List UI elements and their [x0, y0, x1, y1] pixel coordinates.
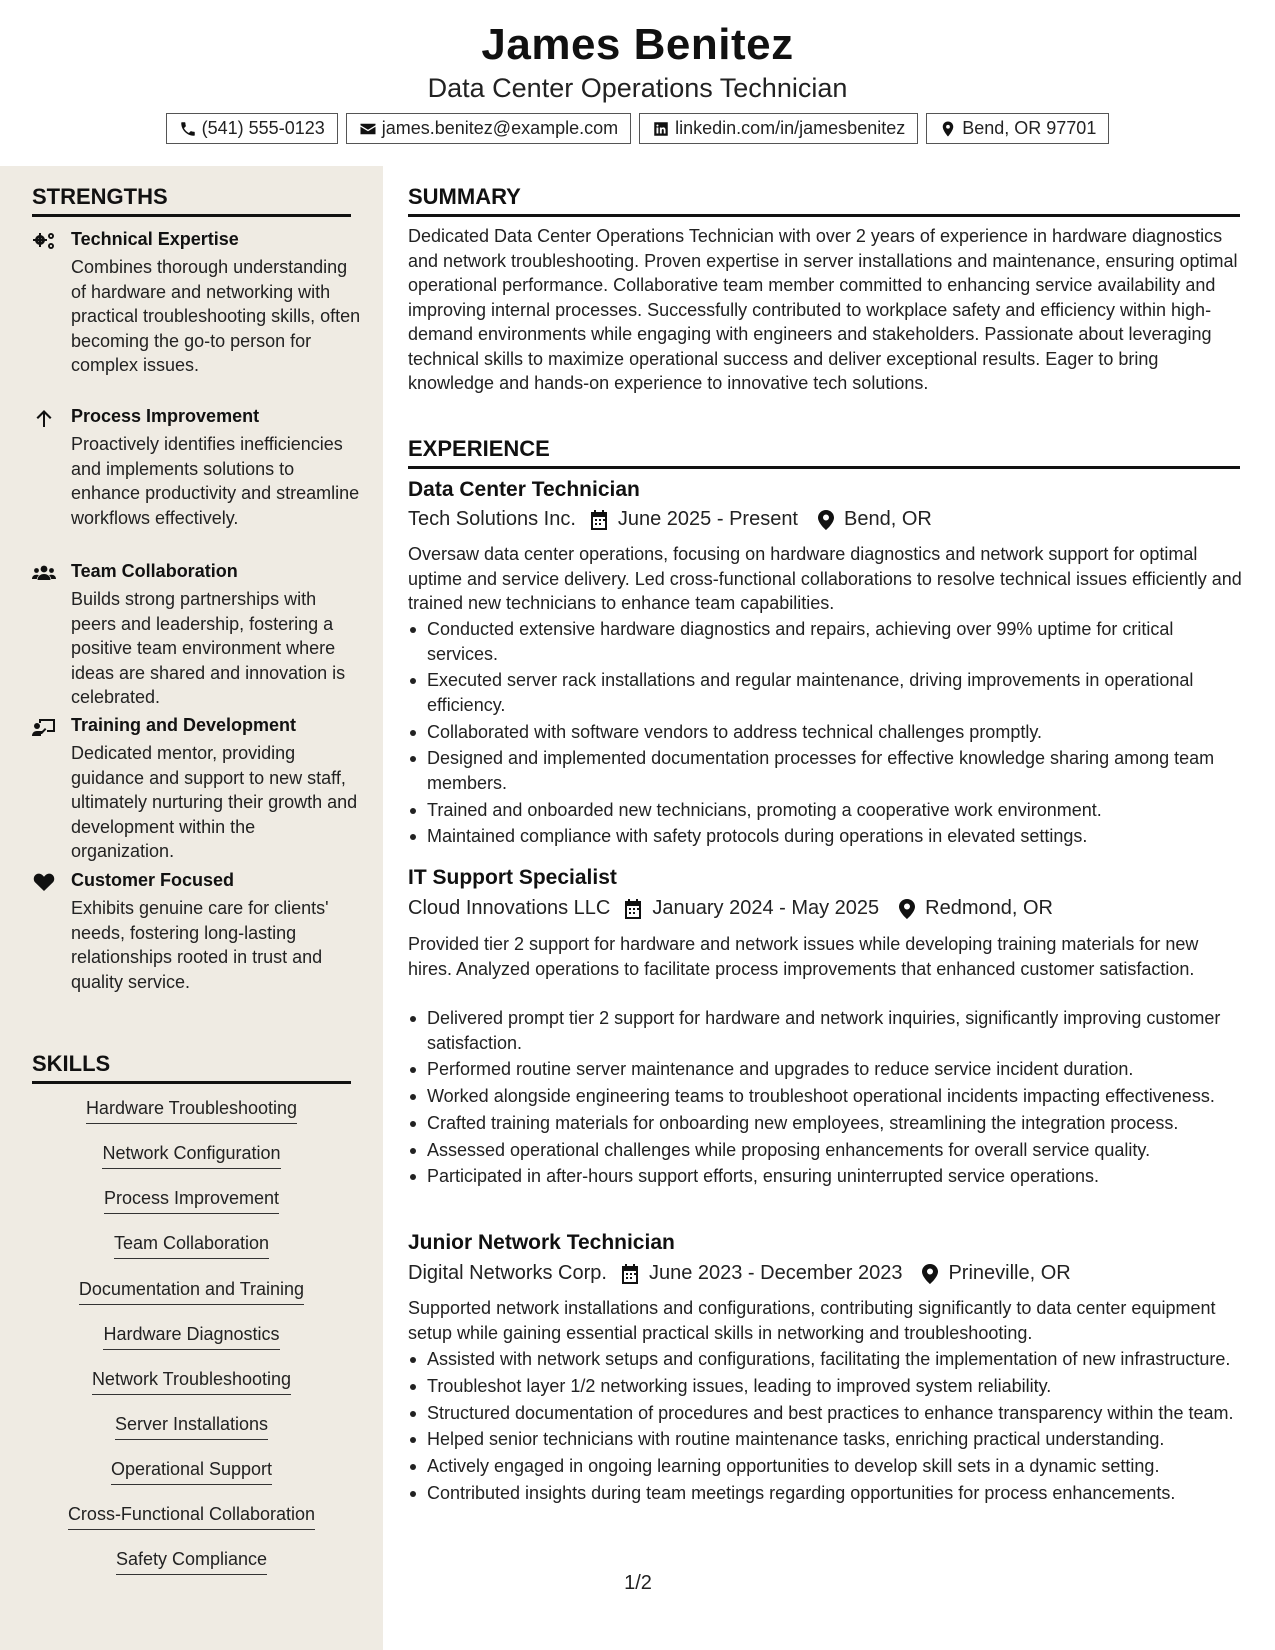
- skill-tag: Documentation and Training: [32, 1279, 351, 1305]
- list-item: Executed server rack installations and regular maintenance, driving improvements in operational efficiency.: [408, 668, 1243, 717]
- strength-title: Customer Focused: [71, 870, 235, 890]
- phone-text: (541) 555-0123: [201, 118, 325, 138]
- strength-title: Process Improvement: [71, 406, 260, 426]
- gears-icon: [32, 231, 56, 251]
- strength-text: Combines thorough understanding of hardware and networking with practical troubleshooting skills, often becoming the go-to person for complex issues.: [71, 257, 361, 375]
- contact-location: [926, 113, 1109, 144]
- job-location: Prineville, OR: [948, 1262, 1071, 1284]
- strength-title: Technical Expertise: [71, 229, 239, 249]
- strength-text: Dedicated mentor, providing guidance and support to new staff, ultimately nurturing their growth and development within the organization.: [71, 743, 358, 861]
- map-pin-icon: [922, 1264, 938, 1284]
- users-icon: [32, 563, 56, 583]
- job-title: IT Support Specialist: [408, 866, 617, 889]
- map-pin-icon: [818, 510, 834, 530]
- job-meta: [408, 508, 932, 531]
- heart-icon: [32, 872, 56, 892]
- job-company: Digital Networks Corp.: [408, 1262, 607, 1284]
- summary-text: Dedicated Data Center Operations Technician with over 2 years of experience in hardware diagnostics and network troubleshooting. Proven expertise in server installations and maintenance, ensuring optimal operational performance. Collaborative team member committed to enhancing service availability and improving internal processes. Successfully contributed to workplace safety and efficiency within high-demand environments while engaging with engineers and stakeholders. Passionate about leveraging technical skills to maximize operational success and deliver exceptional results. Eager to bring knowledge and hands-on experience to innovative tech solutions.: [408, 226, 1238, 393]
- job-bullets: [408, 1347, 1243, 1508]
- job-meta: [408, 897, 1053, 920]
- list-item: Trained and onboarded new technicians, promoting a cooperative work environment.: [408, 798, 1243, 823]
- strength-text: Builds strong partnerships with peers and leadership, fostering a positive team environment where ideas are shared and innovation is celebrated.: [71, 589, 346, 707]
- contact-phone[interactable]: [166, 113, 338, 144]
- job-location: Bend, OR: [844, 508, 932, 530]
- job-bullets: [408, 1006, 1243, 1191]
- summary-divider: [408, 214, 1240, 217]
- list-item: Assisted with network setups and configurations, facilitating the implementation of new infrastructure.: [408, 1347, 1243, 1372]
- list-item: Crafted training materials for onboarding new employees, streamlining the integration process.: [408, 1111, 1243, 1136]
- list-item: Assessed operational challenges while proposing enhancements for overall service quality.: [408, 1138, 1243, 1163]
- list-item: Troubleshot layer 1/2 networking issues, leading to improved system reliability.: [408, 1374, 1243, 1399]
- job-location: Redmond, OR: [925, 897, 1054, 919]
- job-description: Provided tier 2 support for hardware and network issues while developing training materials for new hires. Analyzed operations to facilitate process improvements that enhanced customer satisfaction.: [408, 934, 1199, 979]
- list-item: Conducted extensive hardware diagnostics and repairs, achieving over 99% uptime for critical services.: [408, 617, 1243, 666]
- skill-tag: Cross-Functional Collaboration: [32, 1504, 351, 1530]
- job-meta: [408, 1262, 1071, 1285]
- experience-heading: EXPERIENCE: [408, 436, 550, 461]
- skill-tag: Network Troubleshooting: [32, 1369, 351, 1395]
- page-number: 1/2: [624, 1572, 652, 1594]
- strength-text: Proactively identifies inefficiencies and implements solutions to enhance productivity and streamline workflows effectively.: [71, 434, 360, 528]
- calendar-icon: [621, 1264, 639, 1284]
- list-item: Structured documentation of procedures and best practices to enhance transparency within the team.: [408, 1401, 1243, 1426]
- list-item: Participated in after-hours support efforts, ensuring uninterrupted service operations.: [408, 1164, 1243, 1189]
- skill-tag: Operational Support: [32, 1459, 351, 1485]
- job-title: Data Center Technician: [408, 478, 640, 501]
- skill-tag: Hardware Diagnostics: [32, 1324, 351, 1350]
- list-item: Collaborated with software vendors to address technical challenges promptly.: [408, 720, 1243, 745]
- candidate-name: James Benitez: [481, 20, 794, 69]
- strength-text: Exhibits genuine care for clients' needs, fostering long-lasting relationships rooted in trust and quality service.: [71, 898, 329, 992]
- calendar-icon: [624, 899, 642, 919]
- skill-tag: Team Collaboration: [32, 1233, 351, 1259]
- skill-tag: Safety Compliance: [32, 1549, 351, 1575]
- list-item: Designed and implemented documentation processes for effective knowledge sharing among team members.: [408, 746, 1243, 795]
- skill-tag: Process Improvement: [32, 1188, 351, 1214]
- job-description: Oversaw data center operations, focusing on hardware diagnostics and network support for optimal uptime and service delivery. Led cross-functional collaborations to resolve technical issues efficiently and trained new technicians to enhance team capabilities.: [408, 544, 1242, 613]
- calendar-icon: [590, 510, 608, 530]
- strength-title: Training and Development: [71, 715, 297, 735]
- skills-heading: SKILLS: [32, 1051, 111, 1076]
- list-item: Worked alongside engineering teams to troubleshoot operational incidents impacting effectiveness.: [408, 1084, 1243, 1109]
- linkedin-icon: [652, 120, 670, 138]
- experience-divider: [408, 466, 1240, 469]
- linkedin-text: linkedin.com/in/jamesbenitez: [675, 118, 906, 138]
- skills-divider: [32, 1081, 351, 1084]
- list-item: Performed routine server maintenance and upgrades to reduce service incident duration.: [408, 1057, 1243, 1082]
- list-item: Helped senior technicians with routine maintenance tasks, enriching practical understanding.: [408, 1427, 1243, 1452]
- email-text: james.benitez@example.com: [381, 118, 619, 138]
- skill-tag: Server Installations: [32, 1414, 351, 1440]
- summary-heading: SUMMARY: [408, 184, 521, 209]
- resume-header: [0, 0, 1275, 166]
- location-text: Bend, OR 97701: [962, 118, 1097, 138]
- job-bullets: [408, 617, 1243, 851]
- job-title: Junior Network Technician: [408, 1231, 675, 1254]
- job-dates: June 2023 - December 2023: [648, 1262, 903, 1284]
- map-pin-icon: [899, 899, 915, 919]
- list-item: Maintained compliance with safety protocols during operations in elevated settings.: [408, 824, 1243, 849]
- chalkboard-teacher-icon: [32, 717, 56, 737]
- envelope-icon: [359, 120, 377, 138]
- contact-bar: [0, 113, 1275, 144]
- skill-tag: Hardware Troubleshooting: [32, 1098, 351, 1124]
- job-dates: January 2024 - May 2025: [652, 897, 880, 919]
- strengths-heading: STRENGTHS: [32, 184, 168, 209]
- contact-email[interactable]: [346, 113, 631, 144]
- job-company: Cloud Innovations LLC: [408, 897, 611, 919]
- strength-title: Team Collaboration: [71, 561, 238, 581]
- list-item: Actively engaged in ongoing learning opportunities to develop skill sets in a dynamic setting.: [408, 1454, 1243, 1479]
- list-item: Contributed insights during team meetings regarding opportunities for process enhancements.: [408, 1481, 1243, 1506]
- job-dates: June 2025 - Present: [617, 508, 798, 530]
- job-company: Tech Solutions Inc.: [408, 508, 576, 530]
- contact-linkedin[interactable]: [639, 113, 918, 144]
- phone-icon: [179, 120, 197, 138]
- arrow-up-icon: [32, 408, 56, 428]
- candidate-title: Data Center Operations Technician: [427, 73, 848, 103]
- strengths-divider: [32, 214, 351, 217]
- list-item: Delivered prompt tier 2 support for hardware and network inquiries, significantly improving customer satisfaction.: [408, 1006, 1243, 1055]
- map-pin-icon: [939, 120, 957, 138]
- skill-tag: Network Configuration: [32, 1143, 351, 1169]
- job-description: Supported network installations and configurations, contributing significantly to data center equipment setup while gaining essential practical skills in networking and troubleshooting.: [408, 1298, 1216, 1343]
